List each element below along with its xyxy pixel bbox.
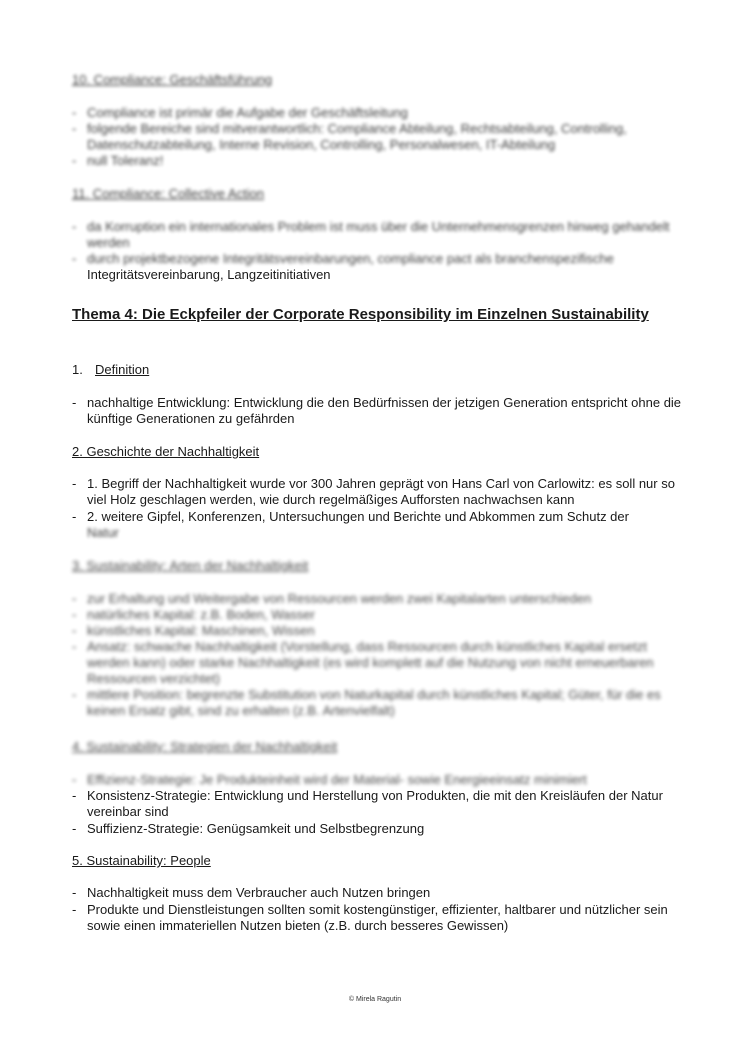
bullet-dash: - [72, 251, 77, 266]
bullet-dash: - [72, 476, 77, 491]
list-item: - Nachhaltigkeit muss dem Verbraucher auch Nutzen bringen [72, 885, 431, 900]
bullet-dash: - [72, 639, 77, 654]
list-item: - null Toleranz! [72, 153, 164, 168]
bullet-dash: - [72, 607, 77, 622]
bullet-dash: - [72, 885, 77, 900]
list-item: - 1. Begriff der Nachhaltigkeit wurde vor 300 Jahren geprägt von Hans Carl von Carlowitz: es soll nur so viel Holz geschlagen werden, wie durch regelmäßiges Aufforsten nachwachsen kann [72, 476, 675, 507]
bullet-dash: - [72, 509, 77, 524]
bullet-dash: - [72, 902, 77, 917]
bullet-dash: - [72, 772, 77, 787]
list-item: - Compliance ist primär die Aufgabe der Geschäftsleitung [72, 105, 408, 120]
bullet-dash: - [72, 788, 77, 803]
section-10-heading: 10. Compliance: Geschäftsführung [72, 72, 273, 87]
section-5-heading: 5. Sustainability: People [72, 853, 211, 868]
list-item: - Konsistenz-Strategie: Entwicklung und Herstellung von Produkten, die mit den Kreisläufen der Natur vereinbar sind [72, 788, 663, 819]
section-11-continuation: Integritätsvereinbarung, Langzeitinitiativen [87, 267, 331, 282]
list-item: - 2. weitere Gipfel, Konferenzen, Untersuchungen und Berichte und Abkommen zum Schutz der [72, 509, 629, 524]
bullet-dash: - [72, 219, 77, 234]
section-3-heading: 3. Sustainability: Arten der Nachhaltigkeit [72, 558, 309, 573]
section-1-number: 1. [72, 362, 83, 377]
list-item: - mittlere Position: begrenzte Substitution von Naturkapital durch künstliches Kapital; Güter, für die es keinen Ersatz gibt, sind zu erhalten (z.B. Artenvielfalt) [72, 687, 661, 718]
bullet-dash: - [72, 153, 77, 168]
list-item: - durch projektbezogene Integritätsvereinbarungen, compliance pact als branchenspezifische [72, 251, 614, 266]
list-item: - Suffizienz-Strategie: Genügsamkeit und Selbstbegrenzung [72, 821, 425, 836]
list-item: - künstliches Kapital: Maschinen, Wissen [72, 623, 315, 638]
list-item: - natürliches Kapital: z.B. Boden, Wasser [72, 607, 315, 622]
list-item: - Effizienz-Strategie: Je Produkteinheit wird der Material- sowie Energieeinsatz minimiert [72, 772, 587, 787]
bullet-dash: - [72, 591, 77, 606]
list-item: - Ansatz: schwache Nachhaltigkeit (Vorstellung, dass Ressourcen durch künstliches Kapital ersetzt werden kann) oder starke Nachhaltigkeit (es wird komplett auf die Nutzung von nicht erneuerbaren Ressourcen verzichtet) [72, 639, 654, 686]
bullet-dash: - [72, 105, 77, 120]
bullet-dash: - [72, 395, 77, 410]
list-item: - folgende Bereiche sind mitverantwortlich: Compliance Abteilung, Rechtsabteilung, Controlling, Datenschutzabteilung, Interne Revision, Controlling, Personalwesen, IT-Abteilung [72, 121, 627, 152]
bullet-dash: - [72, 687, 77, 702]
section-2-heading: 2. Geschichte der Nachhaltigkeit [72, 444, 260, 459]
bullet-dash: - [72, 623, 77, 638]
section-11-heading: 11. Compliance: Collective Action [72, 186, 264, 201]
section-4-heading: 4. Sustainability: Strategien der Nachhaltigkeit [72, 739, 338, 754]
list-item: - zur Erhaltung und Weitergabe von Ressourcen werden zwei Kapitalarten unterschieden [72, 591, 592, 606]
bullet-dash: - [72, 121, 77, 136]
page-title: Thema 4: Die Eckpfeiler der Corporate Responsibility im Einzelnen Sustainability [72, 306, 649, 323]
section-2-blurred-tail: Natur [87, 525, 119, 540]
list-item: - Produkte und Dienstleistungen sollten somit kostengünstiger, effizienter, haltbarer und nützlicher sein sowie einen immateriellen Nutzen bieten (z.B. durch besseres Gewissen) [72, 902, 668, 933]
footer-copyright: © Mirela Ragutin [348, 996, 402, 1003]
bullet-dash: - [72, 821, 77, 836]
list-item: - nachhaltige Entwicklung: Entwicklung die den Bedürfnissen der jetzigen Generation entspricht ohne die künftige Generationen zu gefährden [72, 395, 682, 426]
section-1-heading: Definition [95, 362, 150, 377]
list-item: - da Korruption ein internationales Problem ist muss über die Unternehmensgrenzen hinweg gehandelt werden [72, 219, 670, 250]
